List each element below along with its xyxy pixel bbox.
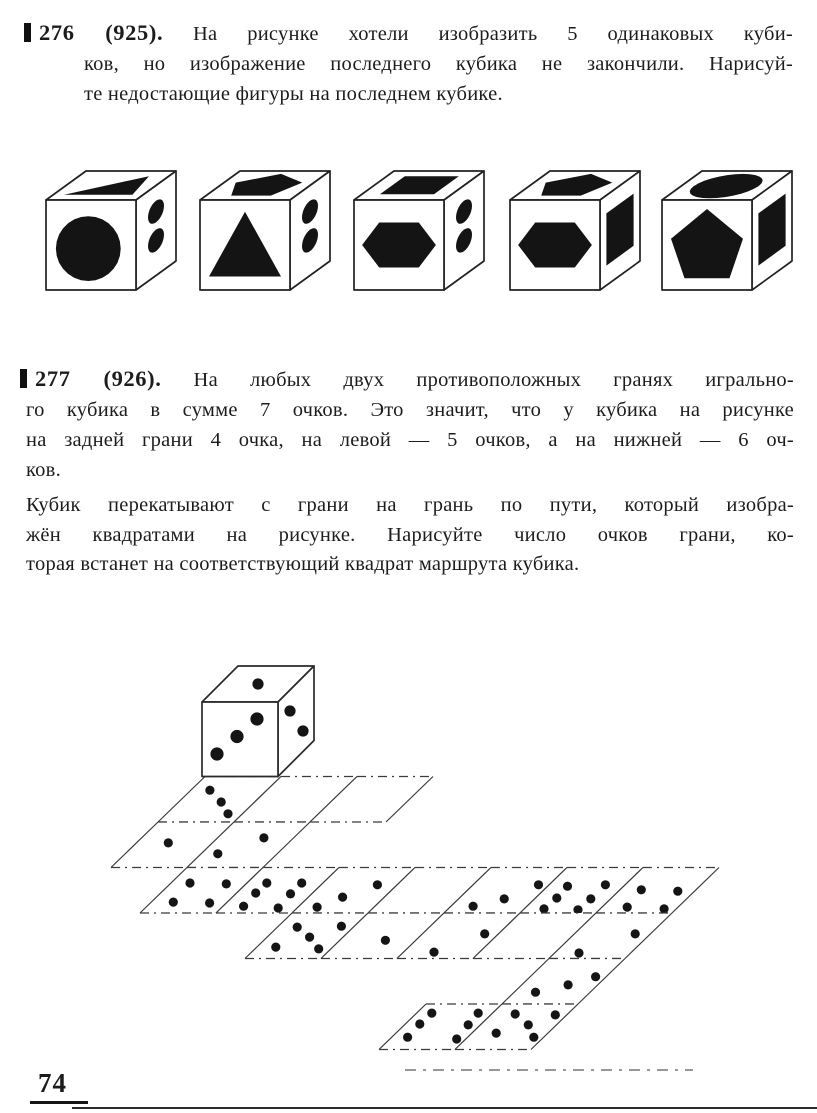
cell-pip <box>586 894 595 903</box>
cell-pip <box>574 948 583 957</box>
problem-text-line: на задней грани 4 очка, на левой — 5 очков, а на нижней — 6 оч- <box>26 429 794 451</box>
cell-pip <box>305 933 314 942</box>
cubes-figure <box>0 150 817 335</box>
cell-pip <box>500 894 509 903</box>
problem-number: 277 (926). <box>35 366 162 391</box>
path-cell-r5c7 <box>502 959 625 1005</box>
problem-text-line: те недостающие фигуры на последнем кубике. <box>84 83 503 105</box>
problem-text-line: Кубик перекатывают с грани на грань по пути, который изобра- <box>26 494 794 516</box>
cell-pip <box>564 980 573 989</box>
die-pip <box>210 747 223 760</box>
cell-pip <box>373 880 382 889</box>
problem-277-paragraph-2 <box>20 491 794 580</box>
problem-277 <box>20 364 794 485</box>
die-pip <box>252 678 263 689</box>
cell-pip <box>403 1033 412 1042</box>
problem-first-line <box>20 364 794 395</box>
problem-text-line: ков. <box>26 459 61 481</box>
cell-pip <box>251 888 260 897</box>
cube-4 <box>510 171 640 290</box>
page-number-underline <box>30 1101 88 1104</box>
cell-pip <box>591 972 600 981</box>
cell-pip <box>452 1034 461 1043</box>
cell-pip <box>271 943 280 952</box>
cell-pip <box>601 880 610 889</box>
cell-pip <box>480 929 489 938</box>
cell-pip <box>427 1009 436 1018</box>
problem-text-line: жён квадратами на рисунке. Нарисуйте число очков грани, ко- <box>26 523 794 546</box>
cell-pip <box>381 936 390 945</box>
problem-276 <box>24 18 793 109</box>
cell-pip <box>563 882 572 891</box>
cell-pip <box>185 878 194 887</box>
cube-1 <box>46 171 176 290</box>
problem-text-line: торая встанет на соответствующий квадрат маршрута кубика. <box>26 553 580 575</box>
dice-path-figure <box>0 630 817 1113</box>
problem-first-line <box>24 18 793 49</box>
cell-pip <box>338 893 347 902</box>
cell-pip <box>524 1020 533 1029</box>
die-pip <box>297 725 308 736</box>
cell-pip <box>469 902 478 911</box>
problem-text-line: ков, но изображение последнего кубика не закончили. Нарисуй- <box>84 53 793 75</box>
cell-pip <box>631 929 640 938</box>
cell-pip <box>164 838 173 847</box>
cell-pip <box>539 904 548 913</box>
cell-pip <box>623 903 632 912</box>
cube-2 <box>200 171 330 290</box>
cell-pip <box>239 902 248 911</box>
cell-pip <box>217 797 226 806</box>
die <box>202 666 314 777</box>
cell-pip <box>474 1009 483 1018</box>
cell-pip <box>259 833 268 842</box>
cell-pip <box>213 849 222 858</box>
cell-pip <box>297 878 306 887</box>
cell-pip <box>205 898 214 907</box>
cell-pip <box>529 1033 538 1042</box>
cell-pip <box>313 903 322 912</box>
path-cells <box>111 777 719 1050</box>
cell-pip <box>274 903 283 912</box>
problem-number: 276 (925). <box>39 20 164 45</box>
cell-pip <box>637 885 646 894</box>
page-number: 74 <box>38 1068 67 1098</box>
cell-pip <box>551 1010 560 1019</box>
cell-pip <box>293 923 302 932</box>
cell-pip <box>534 880 543 889</box>
cell-pip <box>337 922 346 931</box>
die-pip <box>284 705 295 716</box>
cell-pip <box>222 879 231 888</box>
cubes-figure-svg <box>0 150 817 335</box>
cell-pip <box>429 948 438 957</box>
cell-pip <box>660 904 669 913</box>
problem-text: На рисунке хотели изобразить 5 одинаковых куби- <box>192 23 793 45</box>
page-bottom-edge <box>72 1107 817 1109</box>
cell-pip <box>415 1019 424 1028</box>
cell-pip <box>492 1029 501 1038</box>
cell-pip <box>552 893 561 902</box>
cell-pip <box>169 898 178 907</box>
die-pip <box>250 712 263 725</box>
cell-pip <box>286 889 295 898</box>
cell-pip <box>511 1009 520 1018</box>
cell-pip <box>464 1020 473 1029</box>
cell-pip <box>205 786 214 795</box>
problem-text: На любых двух противоположных гранях игрально- <box>193 369 794 391</box>
problem-marker-icon <box>24 23 31 42</box>
cell-pip <box>673 887 682 896</box>
problem-text-line: го кубика в сумме 7 очков. Это значит, что у кубика на рисунке <box>26 399 794 421</box>
cell-pip <box>223 809 232 818</box>
circle-shape <box>56 216 121 281</box>
dice-path-figure-svg <box>0 630 817 1113</box>
cube-5 <box>662 171 792 290</box>
problem-marker-icon <box>20 369 27 388</box>
cell-pip <box>262 878 271 887</box>
die-pip <box>230 730 243 743</box>
cube-3 <box>354 171 484 290</box>
cell-pip <box>531 988 540 997</box>
cell-pip <box>314 944 323 953</box>
